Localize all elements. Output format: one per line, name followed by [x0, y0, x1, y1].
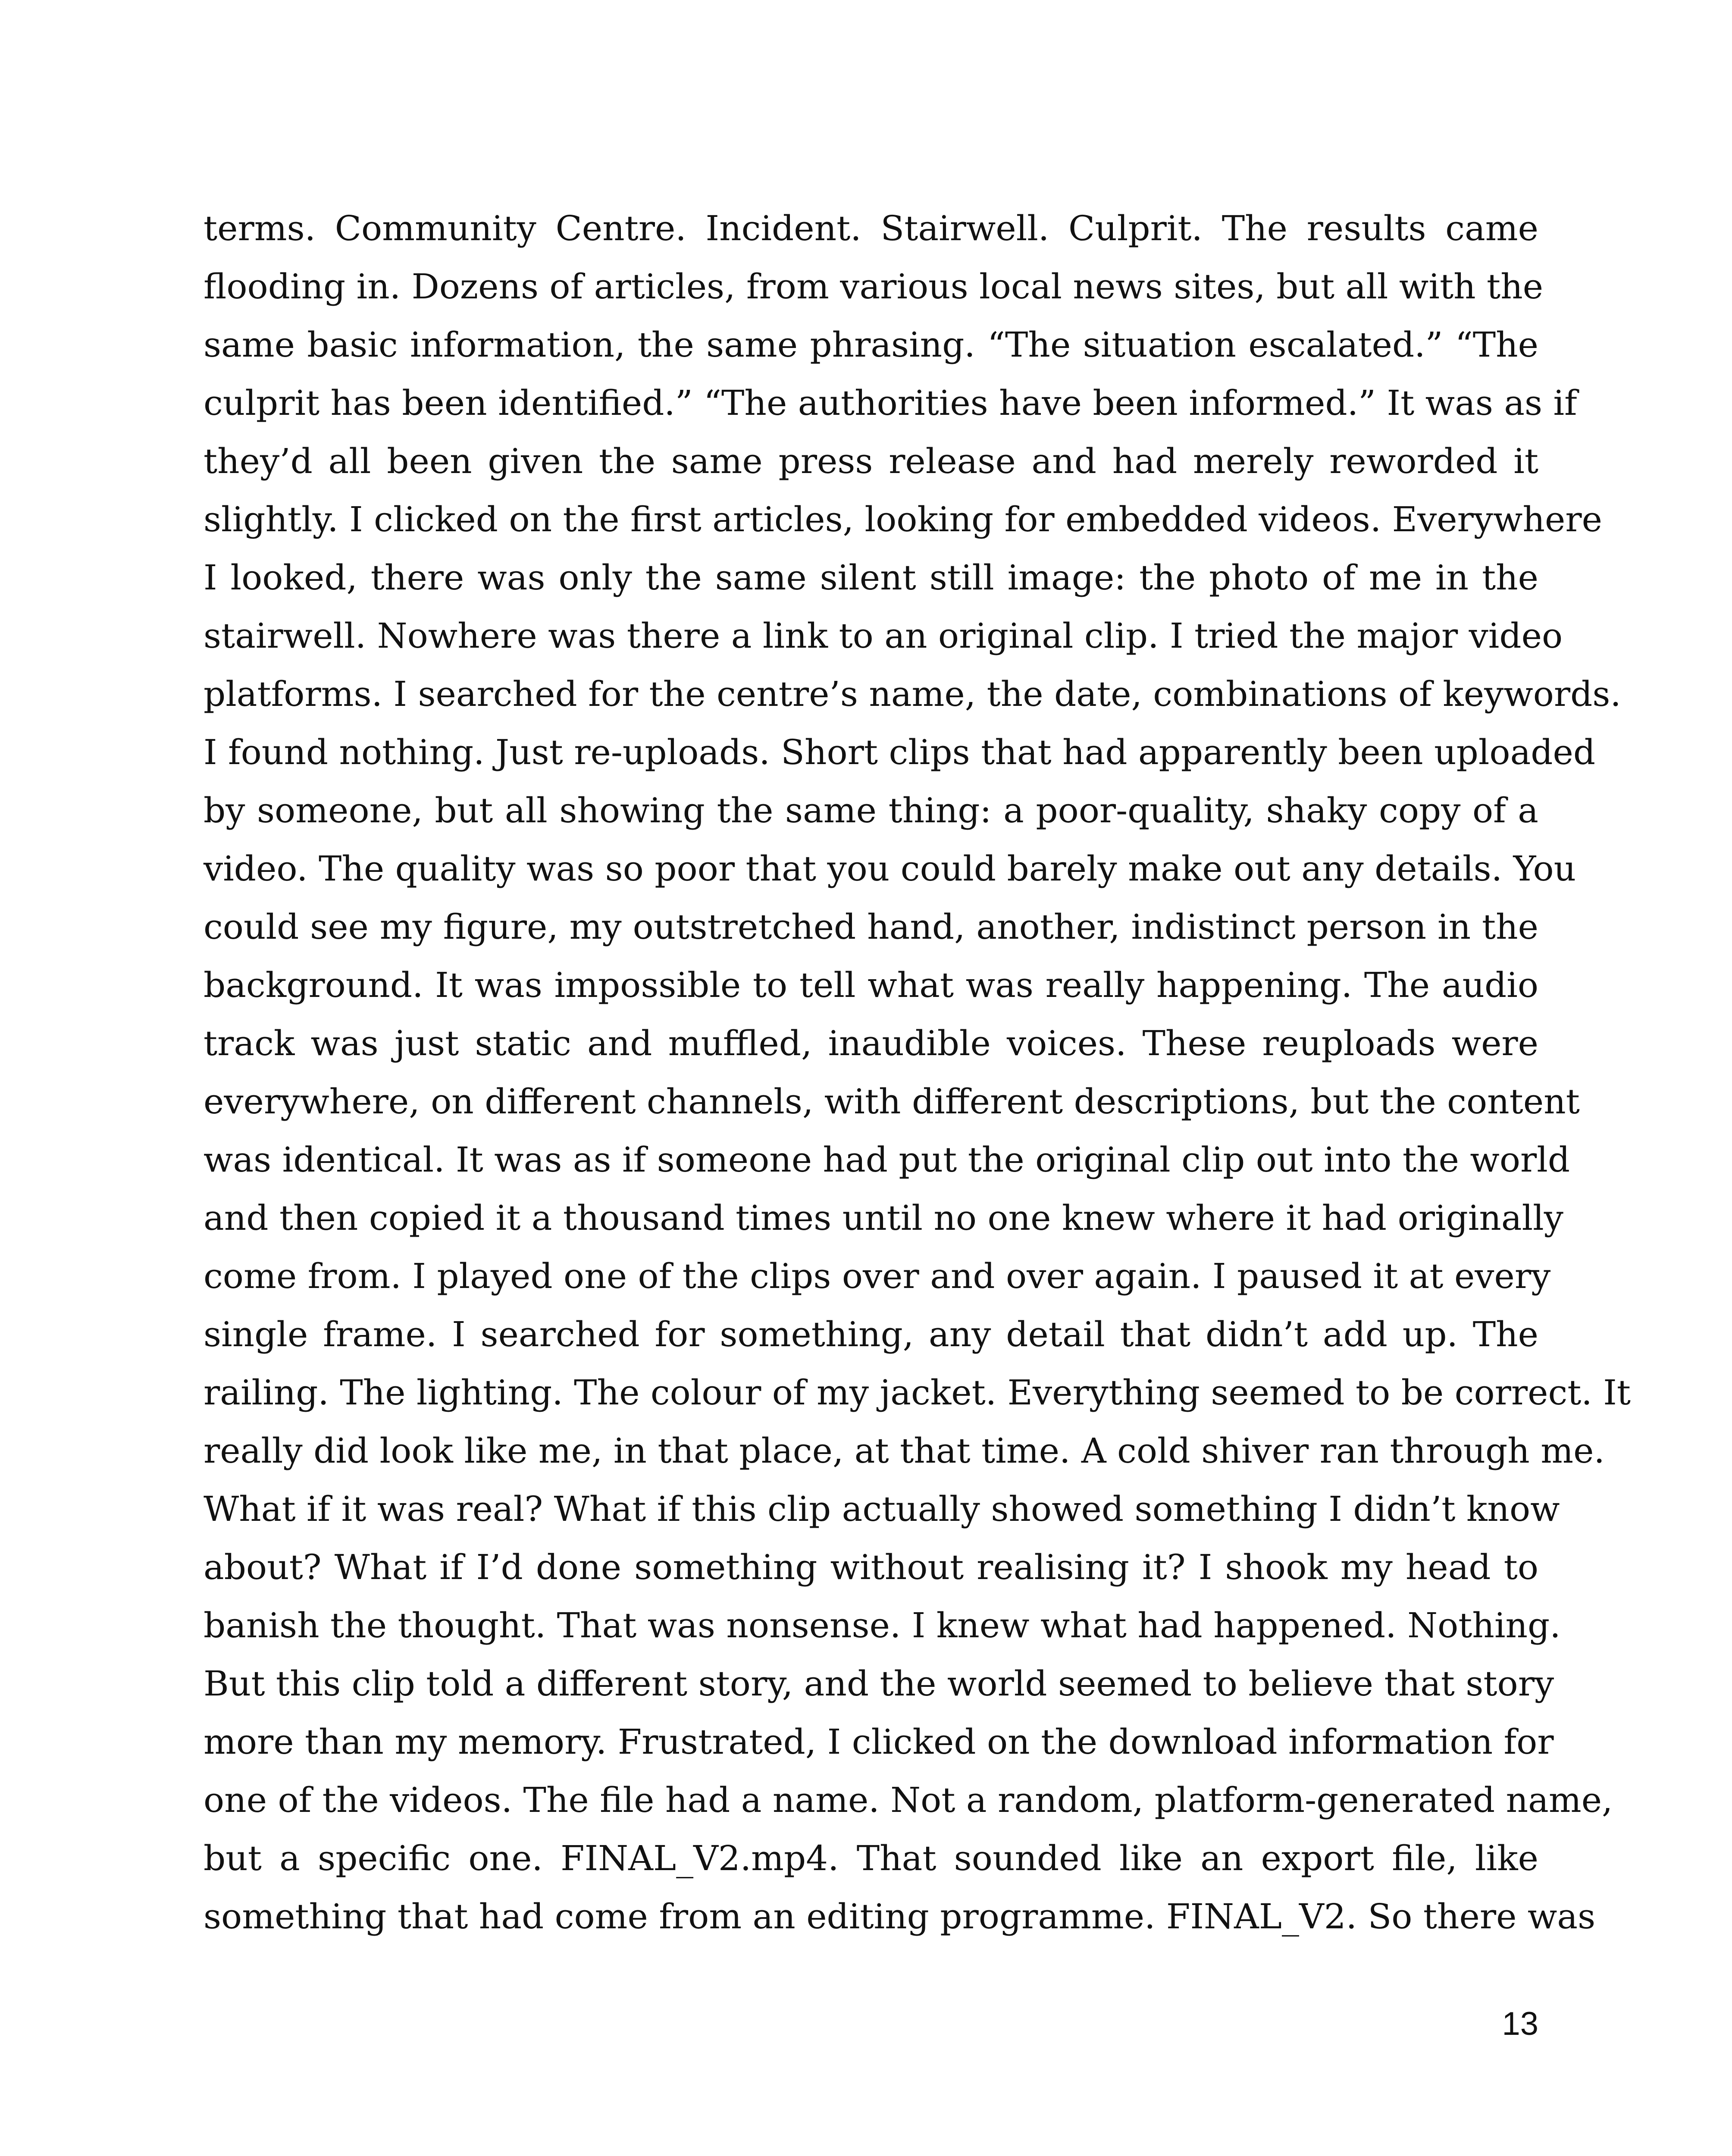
text-line: banish the thought. That was nonsense. I knew what had happened. Nothing. [204, 1605, 1561, 1645]
text-line: could see my figure, my outstretched hand, another, indistinct person in the [204, 907, 1538, 947]
text-line: culprit has been identified.” “The authorities have been informed.” It was as if [204, 383, 1577, 423]
text-line: but a specific one. FINAL_V2.mp4. That sounded like an export file, like [204, 1838, 1538, 1878]
text-line: everywhere, on different channels, with different descriptions, but the content [204, 1081, 1580, 1122]
text-line: background. It was impossible to tell what was really happening. The audio [204, 965, 1538, 1005]
text-line: stairwell. Nowhere was there a link to an original clip. I tried the major video [204, 616, 1563, 656]
text-line: more than my memory. Frustrated, I clicked on the download information for [204, 1722, 1554, 1762]
text-line: But this clip told a different story, and the world seemed to believe that story [204, 1664, 1554, 1704]
text-line: and then copied it a thousand times until no one knew where it had originally [204, 1198, 1563, 1238]
text-line: same basic information, the same phrasing. “The situation escalated.” “The [204, 325, 1538, 365]
page-number: 13 [1502, 2006, 1538, 2042]
text-line: come from. I played one of the clips over and over again. I paused it at every [204, 1256, 1551, 1296]
text-line: I found nothing. Just re-uploads. Short clips that had apparently been uploaded [204, 732, 1596, 772]
text-line: slightly. I clicked on the first articles, looking for embedded videos. Everywhere [204, 499, 1602, 539]
text-line: railing. The lighting. The colour of my jacket. Everything seemed to be correct. It [204, 1373, 1631, 1413]
text-line: about? What if I’d done something without realising it? I shook my head to [204, 1547, 1538, 1587]
text-line: flooding in. Dozens of articles, from various local news sites, but all with the [204, 266, 1544, 307]
text-line: single frame. I searched for something, any detail that didn’t add up. The [204, 1314, 1538, 1354]
text-line: terms. Community Centre. Incident. Stairwell. Culprit. The results came [204, 208, 1538, 248]
text-line: I looked, there was only the same silent still image: the photo of me in the [204, 558, 1538, 598]
text-line: one of the videos. The file had a name. Not a random, platform-generated name, [204, 1780, 1613, 1820]
text-line: What if it was real? What if this clip actually showed something I didn’t know [204, 1489, 1560, 1529]
text-line: really did look like me, in that place, at that time. A cold shiver ran through me. [204, 1431, 1605, 1471]
text-line: by someone, but all showing the same thing: a poor-quality, shaky copy of a [204, 790, 1538, 830]
text-line: they’d all been given the same press release and had merely reworded it [204, 441, 1538, 481]
text-line: track was just static and muffled, inaudible voices. These reuploads were [204, 1023, 1538, 1063]
text-line: platforms. I searched for the centre’s name, the date, combinations of keywords. [204, 674, 1621, 714]
body-paragraph [204, 199, 1631, 1946]
text-line: was identical. It was as if someone had put the original clip out into the world [204, 1140, 1570, 1180]
text-line: video. The quality was so poor that you could barely make out any details. You [204, 849, 1576, 889]
text-line: something that had come from an editing programme. FINAL_V2. So there was [204, 1896, 1596, 1937]
